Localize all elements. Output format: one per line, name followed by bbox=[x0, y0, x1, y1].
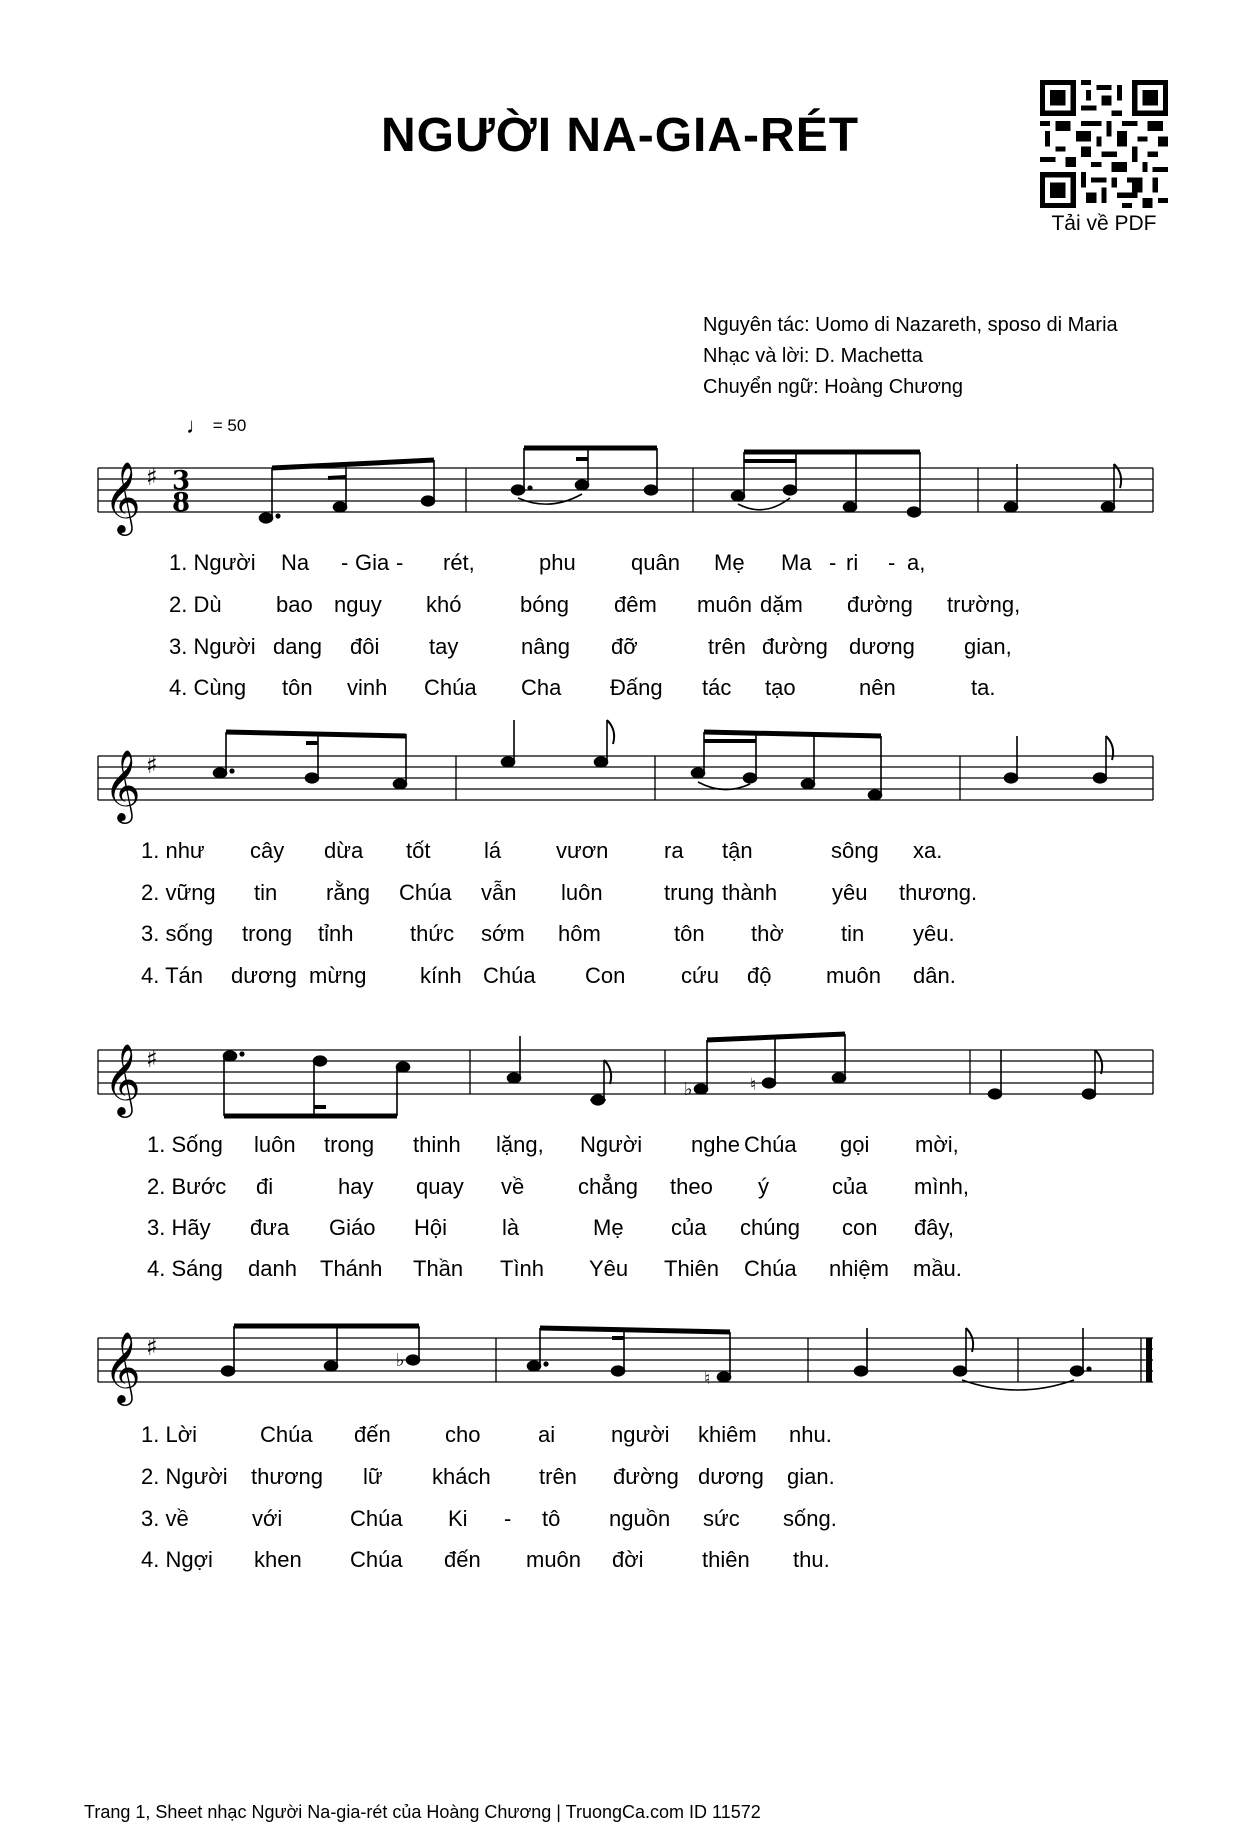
lyric-word: Chúa bbox=[260, 1422, 313, 1447]
credit-composer: Nhạc và lời: D. Machetta bbox=[703, 345, 923, 367]
lyric-word: Chúa bbox=[744, 1256, 797, 1281]
lyric-word: trên bbox=[708, 634, 746, 659]
credit-original: Nguyên tác: Uomo di Nazareth, sposo di Maria bbox=[703, 314, 1118, 336]
lyric-word: Ki bbox=[448, 1506, 468, 1531]
lyric-word: nhu. bbox=[789, 1422, 832, 1447]
lyric-word: tin bbox=[841, 921, 865, 946]
music-system-2 bbox=[98, 720, 1153, 1000]
verse-4-lyrics bbox=[98, 1256, 1153, 1286]
lyric-word: Tình bbox=[500, 1256, 545, 1281]
lyric-word: trung bbox=[664, 880, 715, 905]
lyric-word: muôn bbox=[697, 592, 753, 617]
lyric-word: 2. Bước bbox=[147, 1174, 227, 1199]
verse-2-lyrics bbox=[98, 1174, 1153, 1204]
lyric-word: vẫn bbox=[481, 880, 517, 905]
sharp-icon: ♯ bbox=[146, 463, 158, 491]
verse-3-lyrics bbox=[98, 1215, 1153, 1245]
lyric-word: tô bbox=[542, 1506, 561, 1531]
lyric-word: vươn bbox=[556, 838, 609, 863]
lyric-word: Chúa bbox=[483, 963, 536, 988]
lyric-word: dang bbox=[273, 634, 322, 659]
lyric-word: Chúa bbox=[350, 1547, 403, 1572]
lyric-word: Hội bbox=[414, 1215, 448, 1240]
lyric-word: tin bbox=[254, 880, 278, 905]
lyric-word: - bbox=[888, 550, 896, 575]
lyric-word: - bbox=[396, 550, 404, 575]
lyric-word: chúng bbox=[740, 1215, 800, 1240]
lyric-word: yêu. bbox=[913, 921, 955, 946]
lyric-word: với bbox=[252, 1506, 283, 1531]
lyric-word: tạo bbox=[765, 675, 796, 700]
lyric-word: đến bbox=[354, 1422, 391, 1447]
lyric-word: ta. bbox=[971, 675, 996, 700]
lyric-word: Giáo bbox=[329, 1215, 376, 1240]
music-system-3 bbox=[98, 1020, 1153, 1300]
lyric-word: đi bbox=[256, 1174, 274, 1199]
lyric-word: khách bbox=[432, 1464, 491, 1489]
time-signature-top: 3 bbox=[172, 466, 191, 496]
lyric-word: gian. bbox=[787, 1464, 835, 1489]
lyric-word: sức bbox=[703, 1506, 740, 1531]
lyric-word: vinh bbox=[347, 675, 388, 700]
lyric-word: dương bbox=[231, 963, 297, 988]
lyric-word: dân. bbox=[913, 963, 956, 988]
lyric-word: nhiệm bbox=[829, 1256, 889, 1281]
sharp-icon: ♯ bbox=[146, 1045, 158, 1073]
lyric-word: của bbox=[832, 1174, 868, 1199]
lyric-word: 1. Lời bbox=[141, 1422, 198, 1447]
qr-caption[interactable]: Tải về PDF bbox=[1051, 212, 1157, 235]
treble-clef-icon: 𝄞 bbox=[104, 1330, 141, 1403]
lyric-word: thành bbox=[722, 880, 778, 905]
final-barline bbox=[1146, 1338, 1152, 1382]
lyric-word: Na bbox=[281, 550, 310, 575]
lyric-word: bóng bbox=[520, 592, 569, 617]
lyric-word: tay bbox=[429, 634, 459, 659]
lyric-word: a, bbox=[907, 550, 926, 575]
lyric-word: quân bbox=[631, 550, 680, 575]
lyric-word: 3. Hãy bbox=[147, 1215, 211, 1240]
verse-1-lyrics bbox=[98, 1422, 1153, 1452]
lyric-word: đưa bbox=[250, 1215, 290, 1240]
lyric-word: đường bbox=[613, 1464, 679, 1489]
lyric-word: Cha bbox=[521, 675, 562, 700]
lyric-word: 4. Ngợi bbox=[141, 1547, 213, 1572]
lyric-word: dừa bbox=[324, 838, 364, 863]
lyric-word: nguy bbox=[334, 592, 382, 617]
lyric-word: tỉnh bbox=[318, 921, 354, 946]
qr-code-icon[interactable] bbox=[1040, 80, 1168, 208]
lyric-word: thương. bbox=[899, 880, 978, 905]
page-footer: Trang 1, Sheet nhạc Người Na-gia-rét của Hoàng Chương | TruongCa.com ID 11572 bbox=[84, 1802, 761, 1822]
lyric-word: dương bbox=[698, 1464, 764, 1489]
lyric-word: đời bbox=[612, 1547, 644, 1572]
lyric-word: yêu bbox=[832, 880, 868, 905]
sharp-icon: ♯ bbox=[146, 1333, 158, 1361]
lyric-word: mình, bbox=[914, 1174, 970, 1199]
lyric-word: trường, bbox=[947, 592, 1021, 617]
tempo-marking bbox=[186, 413, 246, 439]
lyric-word: Yêu bbox=[589, 1256, 629, 1281]
lyric-word: đỡ bbox=[611, 634, 638, 659]
lyric-word: mời, bbox=[915, 1132, 959, 1157]
verse-1-lyrics bbox=[98, 550, 1153, 580]
lyric-word: Thần bbox=[413, 1256, 464, 1281]
staff-4 bbox=[98, 1316, 1153, 1436]
lyric-word: nâng bbox=[521, 634, 570, 659]
lyric-word: 2. Dù bbox=[169, 592, 222, 617]
lyric-word: của bbox=[671, 1215, 707, 1240]
lyric-word: là bbox=[502, 1215, 520, 1240]
verse-4-lyrics bbox=[98, 675, 1153, 705]
lyric-word: lặng, bbox=[496, 1132, 544, 1157]
lyric-word: đôi bbox=[350, 634, 380, 659]
lyric-word: đường bbox=[762, 634, 828, 659]
lyric-word: mừng bbox=[309, 963, 367, 988]
lyric-word: đây, bbox=[914, 1215, 954, 1240]
lyric-word: quay bbox=[416, 1174, 464, 1199]
verse-2-lyrics bbox=[98, 1464, 1153, 1494]
lyric-word: khen bbox=[254, 1547, 302, 1572]
lyric-word: Con bbox=[585, 963, 626, 988]
lyric-word: tôn bbox=[674, 921, 705, 946]
music-system-1 bbox=[98, 440, 1153, 710]
lyric-word: thức bbox=[410, 921, 455, 946]
lyric-word: người bbox=[611, 1422, 670, 1447]
lyric-word: ý bbox=[758, 1174, 769, 1199]
lyric-word: mầu. bbox=[913, 1256, 962, 1281]
lyric-word: gọi bbox=[840, 1132, 870, 1157]
lyric-word: sớm bbox=[481, 921, 525, 946]
lyric-word: chẳng bbox=[578, 1174, 638, 1199]
lyric-word: Chúa bbox=[399, 880, 452, 905]
verse-3-lyrics bbox=[98, 1506, 1153, 1536]
svg-text:♮: ♮ bbox=[750, 1075, 757, 1095]
lyric-word: Đấng bbox=[610, 675, 663, 700]
tempo-value: = 50 bbox=[212, 416, 247, 435]
lyric-word: khó bbox=[426, 592, 462, 617]
lyric-word: 3. sống bbox=[141, 921, 214, 946]
lyric-word: sông bbox=[831, 838, 879, 863]
lyric-word: Ma bbox=[781, 550, 812, 575]
verse-1-lyrics bbox=[98, 838, 1153, 868]
svg-text:♭: ♭ bbox=[396, 1350, 405, 1371]
lyric-word: rét, bbox=[443, 550, 475, 575]
lyric-word: tốt bbox=[406, 838, 431, 863]
lyric-word: theo bbox=[670, 1174, 713, 1199]
music-system-4 bbox=[98, 1316, 1153, 1586]
lyric-word: dặm bbox=[760, 592, 803, 617]
lyric-word: cứu bbox=[681, 963, 719, 988]
lyric-word: ra bbox=[664, 838, 684, 863]
lyric-word: muôn bbox=[526, 1547, 582, 1572]
lyric-word: nghe bbox=[691, 1132, 740, 1157]
lyric-word: Chúa bbox=[350, 1506, 403, 1531]
lyric-word: luôn bbox=[561, 880, 603, 905]
lyric-word: đường bbox=[847, 592, 913, 617]
svg-text:♭: ♭ bbox=[684, 1079, 693, 1100]
lyric-word: bao bbox=[276, 592, 313, 617]
lyric-word: Mẹ bbox=[714, 550, 745, 575]
lyric-word: phu bbox=[539, 550, 576, 575]
lyric-word: ri bbox=[846, 550, 859, 575]
lyric-word: rằng bbox=[326, 880, 371, 905]
lyric-word: hay bbox=[338, 1174, 374, 1199]
lyric-word: 2. vững bbox=[141, 880, 216, 905]
lyric-word: 1. Người bbox=[169, 550, 256, 575]
treble-clef-icon: 𝄞 bbox=[104, 1042, 141, 1115]
lyric-word: muôn bbox=[826, 963, 882, 988]
lyric-word: Gia bbox=[355, 550, 390, 575]
lyric-word: 4. Cùng bbox=[169, 675, 247, 700]
lyric-word: 4. Tán bbox=[141, 963, 203, 988]
lyric-word: ai bbox=[538, 1422, 556, 1447]
lyric-word: luôn bbox=[254, 1132, 296, 1157]
lyric-word: thiên bbox=[702, 1547, 750, 1572]
lyric-word: tác bbox=[702, 675, 732, 700]
lyric-word: khiêm bbox=[698, 1422, 757, 1447]
lyric-word: danh bbox=[248, 1256, 297, 1281]
lyric-word: đêm bbox=[614, 592, 657, 617]
staff-3 bbox=[98, 1020, 1153, 1140]
lyric-word: độ bbox=[747, 963, 772, 988]
lyric-word: 3. Người bbox=[169, 634, 256, 659]
lyric-word: đến bbox=[444, 1547, 481, 1572]
verse-4-lyrics bbox=[98, 1547, 1153, 1577]
lyric-word: - bbox=[504, 1506, 512, 1531]
treble-clef-icon: 𝄞 bbox=[104, 460, 141, 533]
lyric-word: sống. bbox=[783, 1506, 837, 1531]
lyric-word: 1. Sống bbox=[147, 1132, 223, 1157]
lyric-word: 2. Người bbox=[141, 1464, 228, 1489]
lyric-word: Thiên bbox=[664, 1256, 720, 1281]
lyric-word: hôm bbox=[558, 921, 601, 946]
sharp-icon: ♯ bbox=[146, 751, 158, 779]
page-title: NGƯỜI NA-GIA-RÉT bbox=[380, 109, 860, 162]
treble-clef-icon: 𝄞 bbox=[104, 748, 141, 821]
verse-3-lyrics bbox=[98, 634, 1153, 664]
lyric-word: cây bbox=[250, 838, 285, 863]
lyric-word: 3. về bbox=[141, 1506, 189, 1531]
lyric-word: - bbox=[829, 550, 837, 575]
lyric-word: kính bbox=[420, 963, 462, 988]
lyric-word: con bbox=[842, 1215, 878, 1240]
lyric-word: trên bbox=[539, 1464, 577, 1489]
lyric-word: thinh bbox=[413, 1132, 461, 1157]
verse-2-lyrics bbox=[98, 592, 1153, 622]
lyric-word: tôn bbox=[282, 675, 313, 700]
lyric-word: - bbox=[341, 550, 349, 575]
lyric-word: 1. như bbox=[141, 838, 205, 863]
staff-2 bbox=[98, 720, 1153, 840]
lyric-word: lá bbox=[484, 838, 502, 863]
notes bbox=[214, 720, 1114, 800]
lyric-word: Chúa bbox=[424, 675, 477, 700]
lyric-word: Chúa bbox=[744, 1132, 797, 1157]
verse-3-lyrics bbox=[98, 921, 1153, 951]
lyric-word: gian, bbox=[964, 634, 1012, 659]
lyric-word: thu. bbox=[793, 1547, 830, 1572]
lyric-word: thờ bbox=[751, 921, 784, 946]
lyric-word: 4. Sáng bbox=[147, 1256, 223, 1281]
lyric-word: trong bbox=[324, 1132, 375, 1157]
lyric-word: về bbox=[501, 1174, 525, 1199]
staff-1 bbox=[98, 440, 1153, 560]
lyric-word: dương bbox=[849, 634, 915, 659]
lyric-word: nên bbox=[859, 675, 896, 700]
lyric-word: thương bbox=[251, 1464, 323, 1489]
lyric-word: cho bbox=[445, 1422, 481, 1447]
lyric-word: Người bbox=[580, 1132, 643, 1157]
verse-2-lyrics bbox=[98, 880, 1153, 910]
verse-4-lyrics bbox=[98, 963, 1153, 993]
credits bbox=[703, 310, 1118, 403]
verse-1-lyrics bbox=[98, 1132, 1153, 1162]
lyric-word: trong bbox=[242, 921, 293, 946]
quarter-note-icon: ♩ bbox=[186, 413, 208, 438]
lyric-word: Mẹ bbox=[593, 1215, 624, 1240]
lyric-word: xa. bbox=[913, 838, 943, 863]
lyric-word: Thánh bbox=[320, 1256, 383, 1281]
svg-text:♮: ♮ bbox=[704, 1369, 711, 1389]
credit-translator: Chuyển ngữ: Hoàng Chương bbox=[703, 376, 964, 398]
time-signature-bottom: 8 bbox=[172, 488, 191, 518]
notes bbox=[222, 1326, 1091, 1390]
lyric-word: tận bbox=[722, 838, 753, 863]
lyric-word: nguồn bbox=[609, 1506, 671, 1531]
lyric-word: lữ bbox=[363, 1464, 383, 1489]
